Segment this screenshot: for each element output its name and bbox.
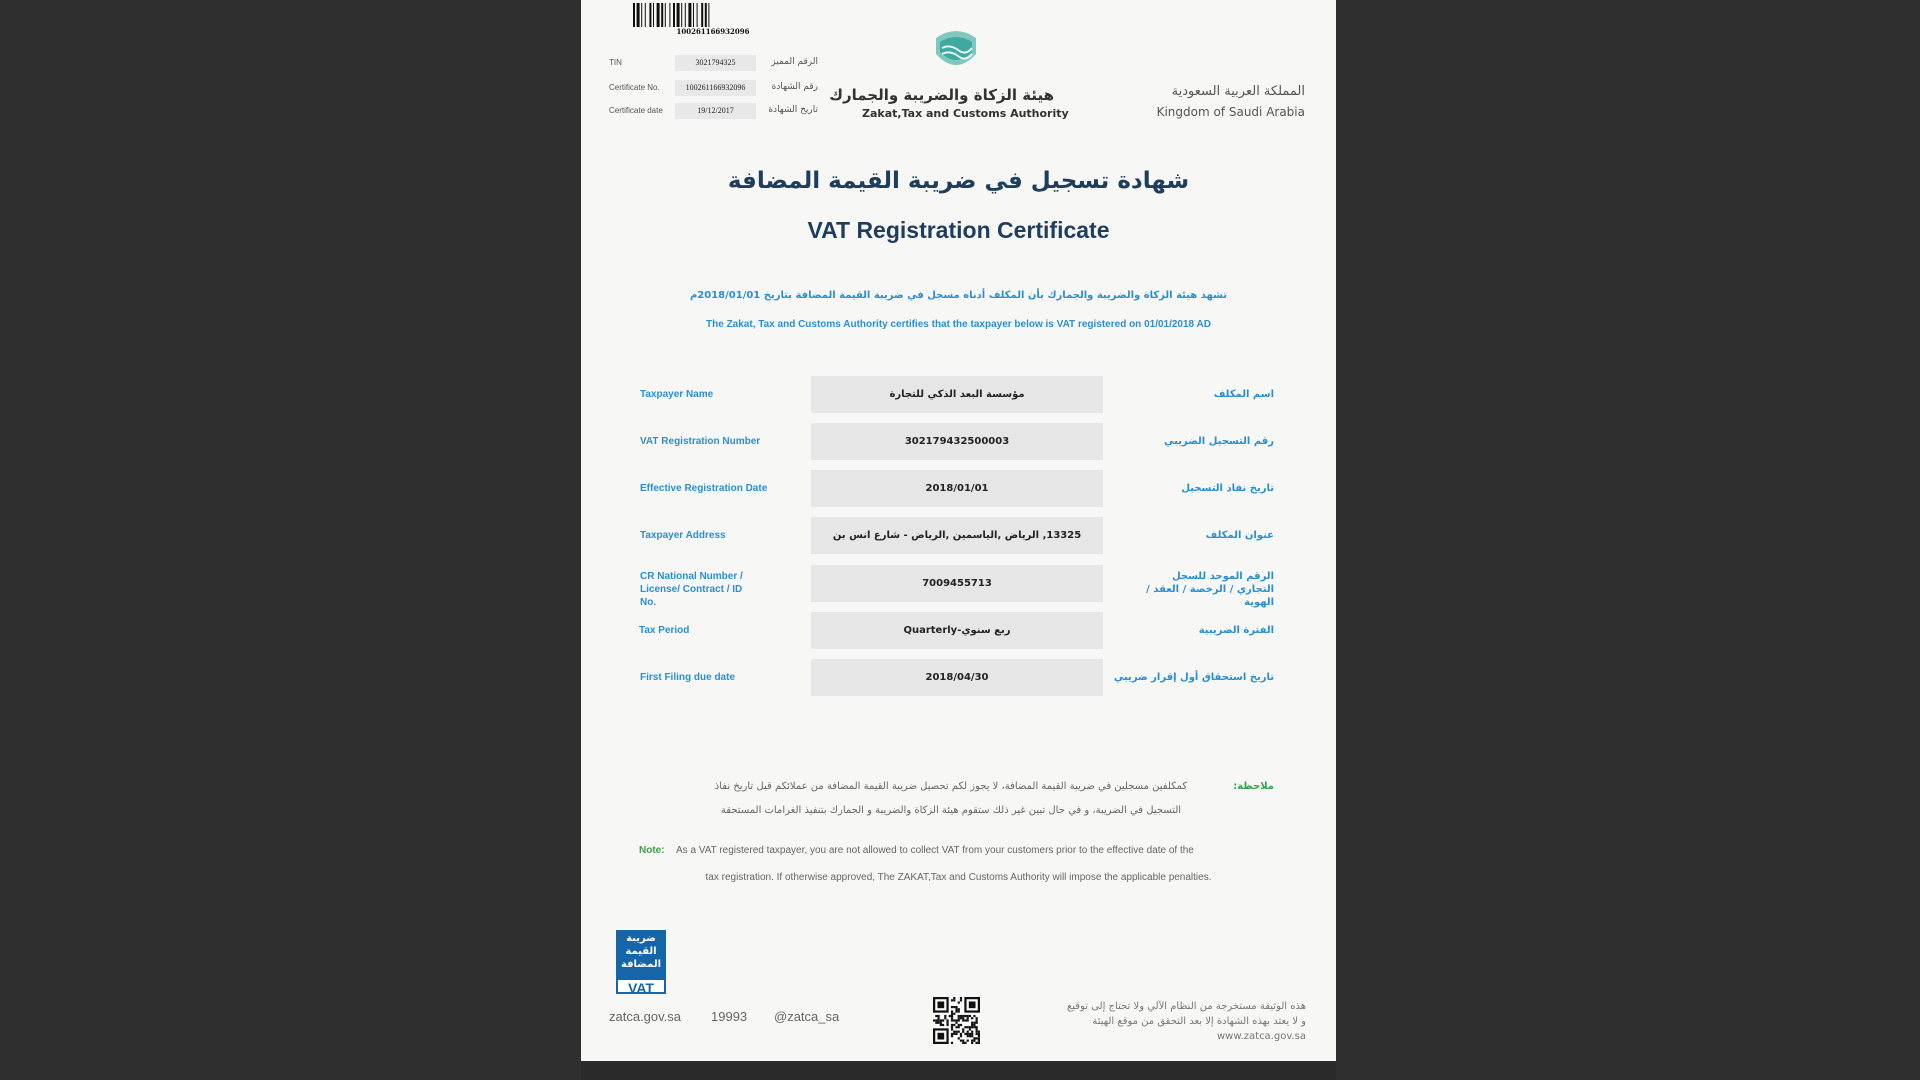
zatca-logo-icon <box>932 24 980 80</box>
certificate-title-en: VAT Registration Certificate <box>807 217 1110 243</box>
meta-value: 19/12/2017 <box>675 103 756 119</box>
vat-logo-text-ar: ضريبة القيمة المضافة <box>620 933 662 970</box>
disclaimer-line1: هذه الوثيقة مستخرجة من النظام الآلي ولا تحتاج إلى توقيع <box>1066 1001 1306 1012</box>
field-vat-registration-number <box>581 423 1336 460</box>
meta-label-en: TIN <box>609 58 622 67</box>
barcode-number: 100261166932096 <box>676 27 750 36</box>
field-effective-registration-date <box>581 470 1336 507</box>
footer-website: zatca.gov.sa <box>609 1009 682 1024</box>
certification-statement-en: The Zakat, Tax and Customs Authority certifies that the taxpayer below is VAT registered on 01/01/2018 AD <box>706 319 1211 330</box>
field-taxpayer-name <box>581 376 1336 413</box>
field-label-en: Taxpayer Name <box>640 389 714 400</box>
field-label-ar: الرقم الموحد للسجل التجاري / الرخصة / العقد /الهوية <box>1146 571 1274 608</box>
field-label-ar: اسم المكلف <box>1213 389 1274 400</box>
authority-name-ar: هيئة الزكاة والضريبة والجمارك <box>829 86 1054 104</box>
field-value: 13325, الرياض ,الياسمين ,الرياض - شارع انس بن <box>811 517 1103 554</box>
disclaimer-url: www.zatca.gov.sa <box>1216 1031 1306 1042</box>
field-label-en: Effective Registration Date <box>640 483 768 494</box>
barcode-icon <box>633 3 793 27</box>
field-label-en: Tax Period <box>639 625 690 636</box>
field-value: Quarterly-ربع سنوي <box>811 612 1103 649</box>
meta-label-en: Certificate No. <box>609 83 660 92</box>
meta-row-certificate-no <box>609 80 818 96</box>
authority-name-en: Zakat,Tax and Customs Authority <box>862 107 1069 120</box>
meta-row-certificate-date <box>609 103 818 119</box>
field-label-ar: الفترة الضريبية <box>1198 625 1274 636</box>
field-value: 7009455713 <box>811 565 1103 602</box>
field-value: 2018/04/30 <box>811 659 1103 696</box>
disclaimer-line2: و لا يعتد بهذه الشهادة إلا بعد التحقق من موقع الهيئة <box>1092 1016 1306 1027</box>
field-label-en: First Filing due date <box>640 672 736 683</box>
kingdom-name-ar: المملكة العربية السعودية <box>1171 84 1305 99</box>
field-label-en: Taxpayer Address <box>640 530 726 541</box>
field-first-filing-due-date <box>581 659 1336 696</box>
field-taxpayer-address <box>581 517 1336 554</box>
vat-logo-text-en: VAT <box>616 978 666 994</box>
meta-value: 100261166932096 <box>675 80 756 96</box>
kingdom-name-en: Kingdom of Saudi Arabia <box>1156 105 1305 119</box>
meta-label-ar: تاريخ الشهادة <box>768 105 818 115</box>
meta-label-ar: الرقم المميز <box>771 57 818 67</box>
certification-statement-ar: تشهد هيئة الزكاة والضريبة والجمارك بأن المكلف أدناه مسجل في ضريبة القيمة المضافة بتاريخ 2018/01/01م <box>689 290 1228 301</box>
footer-phone: 19993 <box>711 1009 748 1024</box>
note-text-ar-line1: كمكلفين مسجلين في ضريبة القيمة المضافة، لا يجوز لكم تحصيل ضريبة القيمة المضافة من عملائكم قبل تاريخ نفاذ <box>714 781 1188 792</box>
field-label-en: VAT Registration Number <box>640 436 761 447</box>
note-text-en-line1: As a VAT registered taxpayer, you are not allowed to collect VAT from your customers prior to the effective date of the <box>676 845 1194 856</box>
certificate-page <box>581 0 1336 1061</box>
qr-code-icon <box>933 997 980 1044</box>
note-label-ar: ملاحظة: <box>1233 781 1274 792</box>
field-label-ar: عنوان المكلف <box>1205 530 1274 541</box>
field-value: 302179432500003 <box>811 423 1103 460</box>
field-label-ar: رقم التسجيل الضريبي <box>1164 436 1274 447</box>
disclaimer <box>1067 999 1306 1044</box>
field-value: 2018/01/01 <box>811 470 1103 507</box>
field-label-en: CR National Number / License/ Contract / ID No. <box>640 571 743 608</box>
field-cr-national-number <box>581 565 1336 608</box>
certificate-title-ar: شهادة تسجيل في ضريبة القيمة المضافة <box>727 168 1190 194</box>
meta-label-en: Certificate date <box>609 106 663 115</box>
meta-value: 3021794325 <box>675 55 756 71</box>
meta-row-tin <box>609 55 818 71</box>
vat-logo-icon <box>616 930 666 994</box>
field-value: مؤسسة البعد الذكي للتجارة <box>811 376 1103 413</box>
note-text-ar-line2: التسجيل في الضريبة، و في حال تبين غير ذلك ستقوم هيئة الزكاة والضريبة و الجمارك بتنفيذ الغرامات المستحقة <box>720 805 1182 816</box>
field-label-ar: تاريخ استحقاق أول إقرار ضريبي <box>1113 672 1274 683</box>
meta-label-ar: رقم الشهادة <box>771 82 818 92</box>
note-label-en: Note: <box>639 845 665 856</box>
footer-social-handle: @zatca_sa <box>774 1009 840 1024</box>
field-tax-period <box>581 612 1336 649</box>
field-label-ar: تاريخ نفاذ التسجيل <box>1181 483 1274 494</box>
page-shadow <box>581 1061 1336 1080</box>
note-text-en-line2: tax registration. If otherwise approved, The ZAKAT,Tax and Customs Authority will impose the applicable penalties. <box>705 872 1212 883</box>
